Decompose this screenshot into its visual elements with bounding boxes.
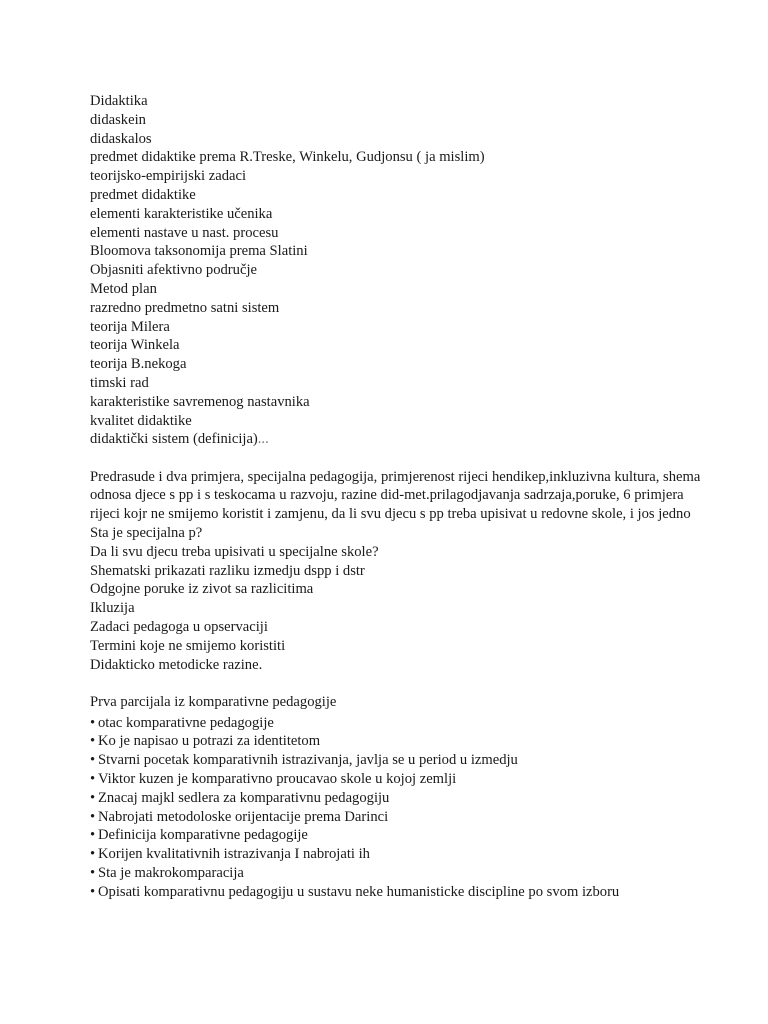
text-line: Bloomova taksonomija prema Slatini xyxy=(90,243,308,260)
text-line: timski rad xyxy=(90,374,149,391)
text-line: Didakticko metodicke razine. xyxy=(90,656,263,673)
section-heading: Prva parcijala iz komparativne pedagogije xyxy=(90,693,337,710)
bullet-icon: • xyxy=(90,865,96,882)
text-line: Odgojne poruke iz zivot sa razlicitima xyxy=(90,581,314,598)
list-item-text: Nabrojati metodoloske orijentacije prema Darinci xyxy=(98,808,389,825)
text-line-content: didaktički sistem (definicija) xyxy=(90,431,258,448)
text-line: Shematski prikazati razliku izmedju dspp i dstr xyxy=(90,562,365,579)
text-line: teorijsko-empirijski zadaci xyxy=(90,168,247,185)
text-line: karakteristike savremenog nastavnika xyxy=(90,393,310,410)
text-line: didaskein xyxy=(90,111,146,128)
list-item xyxy=(90,789,740,808)
text-line: Ikluzija xyxy=(90,600,135,617)
document-page xyxy=(90,92,740,902)
spacer xyxy=(90,674,740,693)
text-line: teorija Winkela xyxy=(90,337,180,354)
text-line: elementi nastave u nast. procesu xyxy=(90,224,279,241)
bullet-icon: • xyxy=(90,771,96,788)
list-item-text: Viktor kuzen je komparativno proucavao skole u kojoj zemlji xyxy=(98,771,457,788)
text-line: Objasniti afektivno područje xyxy=(90,262,257,279)
spacer xyxy=(90,449,740,467)
list-item xyxy=(90,826,740,845)
text-line: predmet didaktike xyxy=(90,186,196,203)
text-line: teorija B.nekoga xyxy=(90,356,187,373)
text-line: elementi karakteristike učenika xyxy=(90,205,273,222)
text-line: Sta je specijalna p? xyxy=(90,524,203,541)
section-specijalna-pedagogija xyxy=(90,468,740,675)
bullet-icon: • xyxy=(90,714,96,731)
bullet-icon: • xyxy=(90,789,96,806)
bullet-icon: • xyxy=(90,733,96,750)
bullet-icon: • xyxy=(90,752,96,769)
bullet-icon: • xyxy=(90,846,96,863)
list-item xyxy=(90,770,740,789)
list-item-text: otac komparativne pedagogije xyxy=(98,714,274,731)
list-item xyxy=(90,808,740,827)
bullet-icon: • xyxy=(90,883,96,900)
list-item-text: Ko je napisao u potrazi za identitetom xyxy=(98,733,321,750)
text-line: kvalitet didaktike xyxy=(90,412,192,429)
bullet-icon: • xyxy=(90,827,96,844)
text-line: Zadaci pedagoga u opservaciji xyxy=(90,618,268,635)
paragraph: Predrasude i dva primjera, specijalna pedagogija, primjerenost rijeci hendikep,inkluzivna kultura, shema odnosa djece s pp i s teskocama u razvoju, razine did-met.prilagodjavanja sadrzaja,poruke, 6 primjera rijeci kojr ne smijemo koristit i zamjenu, da li svu djecu s pp treba upisivat u redovne skole, i jos jedno xyxy=(90,468,701,523)
list-item-text: Sta je makrokomparacija xyxy=(98,865,244,882)
list-item xyxy=(90,714,740,733)
list-item xyxy=(90,845,740,864)
ellipsis: ... xyxy=(257,431,269,448)
list-item xyxy=(90,732,740,751)
text-line: predmet didaktike prema R.Treske, Winkelu, Gudjonsu ( ja mislim) xyxy=(90,149,485,166)
text-line: Termini koje ne smijemo koristiti xyxy=(90,637,286,654)
section-komparativna-pedagogija xyxy=(90,693,740,902)
list-item xyxy=(90,883,740,902)
text-line: didaskalos xyxy=(90,130,152,147)
text-line-last xyxy=(90,430,740,449)
text-line: teorija Milera xyxy=(90,318,170,335)
text-line: Da li svu djecu treba upisivati u specijalne skole? xyxy=(90,543,379,560)
list-item xyxy=(90,751,740,770)
bullet-icon: • xyxy=(90,808,96,825)
list-item-text: Stvarni pocetak komparativnih istrazivanja, javlja se u period u izmedju xyxy=(98,752,518,769)
list-item xyxy=(90,864,740,883)
bullet-list xyxy=(90,714,740,902)
list-item-text: Definicija komparativne pedagogije xyxy=(98,827,308,844)
list-item-text: Korijen kvalitativnih istrazivanja I nabrojati ih xyxy=(98,846,370,863)
section-didaktika xyxy=(90,92,740,449)
text-line: Didaktika xyxy=(90,93,148,109)
list-item-text: Opisati komparativnu pedagogiju u sustavu neke humanisticke discipline po svom izboru xyxy=(98,883,620,900)
text-line: Metod plan xyxy=(90,280,157,297)
text-line: razredno predmetno satni sistem xyxy=(90,299,280,316)
list-item-text: Znacaj majkl sedlera za komparativnu pedagogiju xyxy=(98,789,390,806)
